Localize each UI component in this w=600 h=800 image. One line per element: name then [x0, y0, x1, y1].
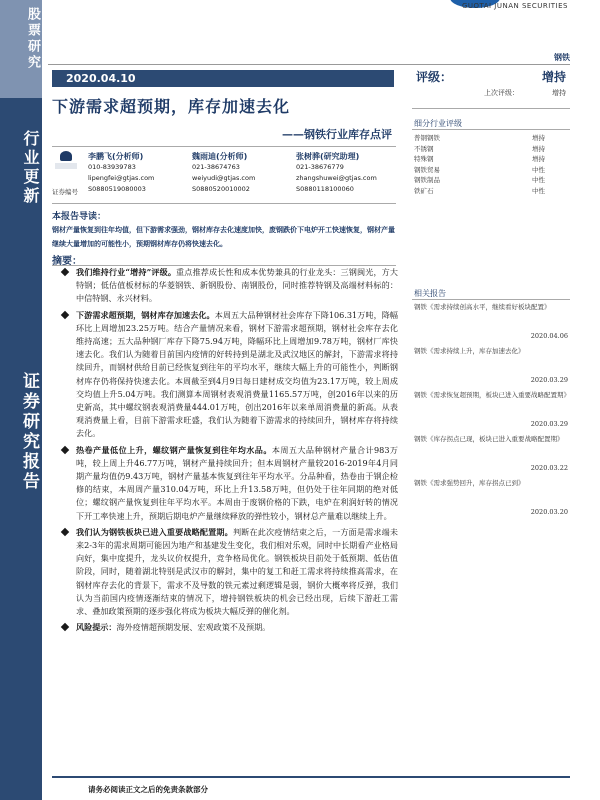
author-phone: 021-38674763 — [192, 163, 240, 171]
related-report-date: 2020.03.20 — [530, 508, 568, 516]
analyst-avatar-base — [55, 163, 77, 169]
author-name: 李鹏飞(分析师) — [88, 152, 144, 161]
rating-value: 增持 — [541, 70, 566, 84]
author-name: 张树骅(研究助理) — [296, 152, 360, 161]
sector-row — [414, 144, 568, 155]
sector-name: 钢铁贸易 — [414, 165, 440, 174]
author-cert: S0880519080003 — [88, 185, 146, 193]
author-name: 魏雨迪(分析师) — [192, 152, 248, 161]
abstract-bullet — [62, 266, 398, 306]
header-divider — [48, 64, 570, 65]
footer-divider — [52, 776, 570, 778]
analyst-avatar-icon — [60, 151, 72, 161]
author-email[interactable]: weiyudi@gtjas.com — [192, 174, 256, 182]
related-report-title[interactable]: 钢铁《需求持续创高水平，继续看好板块配置》 — [414, 303, 551, 311]
report-subtitle: ——钢铁行业库存点评 — [282, 128, 392, 141]
author-card — [296, 151, 377, 195]
rating-divider — [412, 108, 570, 109]
sector-name: 钢铁制品 — [414, 176, 440, 185]
sector-rating: 增持 — [532, 144, 545, 153]
sector-rating: 中性 — [532, 176, 545, 185]
sector-name: 不锈钢 — [414, 144, 434, 153]
bullet-text: 本周五大品种钢材产量合计983万吨，较上周上升46.77万吨，钢材产量持续回升；但本周钢材产量较2016-2019年4月同期产量均值仍9.43万吨，钢材产量基本恢复到往年平均水平。分品种看，热卷由于钢企检修的结束，本周周产量310.04万吨，环比上升13.58万吨，但仍处于往年同期的绝对低位；螺纹钢产量恢复到往年平均水平。本周由于废钢价格的下跌，电炉在利润好转的情况下开工率快速上升，预期后期电炉产量继续释放的弹性较小，钢材总产量难以继续上升。 — [76, 444, 398, 521]
page-header — [42, 0, 600, 62]
bullet-diamond-icon — [61, 445, 69, 453]
bullet-lead: 我们维持行业“增持”评级。 — [76, 267, 177, 277]
author-phone: 021-38676779 — [296, 163, 344, 171]
related-divider — [412, 299, 570, 300]
related-report-item[interactable] — [414, 434, 568, 478]
abstract-bullet — [62, 526, 398, 618]
related-report-item[interactable] — [414, 346, 568, 390]
sector-row — [414, 165, 568, 176]
author-phone: 010-83939783 — [88, 163, 136, 171]
company-logo-text: GUOTAI JUNAN SECURITIES — [461, 2, 568, 10]
rating-label: 评级： — [416, 70, 453, 84]
sector-divider — [412, 129, 570, 130]
related-report-date: 2020.03.29 — [530, 420, 568, 428]
abstract-bullet — [62, 444, 398, 523]
related-report-title[interactable]: 钢铁《库存拐点已现，板块已进入重要战略配置期》 — [414, 435, 564, 443]
sector-rating: 中性 — [532, 186, 545, 195]
author-cert: S0880520010002 — [192, 185, 250, 193]
author-email[interactable]: lipengfei@gtjas.com — [88, 174, 155, 182]
sector-row — [414, 133, 568, 144]
sidebar-label-stock-research: 股票研究 — [25, 7, 40, 71]
bullet-diamond-icon — [61, 623, 69, 631]
sector-row — [414, 175, 568, 186]
related-report-title[interactable]: 钢铁《需求强势回升，库存拐点已到》 — [414, 479, 525, 487]
sector-ratings-title: 细分行业评级 — [414, 119, 462, 128]
previous-rating-value: 增持 — [552, 89, 566, 97]
bullet-text: 本周五大品种钢材社会库存下降106.31万吨，降幅环比上周增加23.25万吨。结合产量情况来看，钢材下游需求超预期，钢材社会库存去化维持高速；五大品种钢厂库存下降75.94万吨，降幅环比上周增加9.78万吨，钢材厂库快速去化。我们认为随着目前国内疫情的好转持到是湖北及武汉地区的解封，下游需求将持续回升，而钢材供给目前已经恢复到往年的平均水平，继续大幅上升的可能性小，判断钢材库存仍将保持快速去化。本周截至到4月9日每日建材成交均值为23.17万吨，较上周成交均值上升5.04万吨。我们测算本周钢材表观消费量1165.57万吨，创2016年以来的历史新高，其中螺纹钢表观消费量444.01万吨，创出2016年以来单周消费量的新高。从表观消费量上看，目前下游需求旺盛，我们认为随着下游需求的持续回升，钢材库存将持续去化。 — [76, 309, 398, 439]
left-sidebar — [0, 0, 42, 800]
author-email[interactable]: zhangshuwei@gtjas.com — [296, 174, 377, 182]
footer-disclaimer: 请务必阅读正文之后的免责条款部分 — [88, 785, 208, 794]
related-report-date: 2020.04.06 — [530, 332, 568, 340]
related-reports-list — [414, 302, 568, 522]
sidebar-label-securities-report: 证券研究报告 — [19, 372, 39, 492]
bullet-diamond-icon — [61, 310, 69, 318]
related-report-item[interactable] — [414, 390, 568, 434]
report-date: 2020.04.10 — [52, 70, 394, 87]
report-title: 下游需求超预期，库存加速去化 — [52, 97, 291, 116]
sector-row — [414, 154, 568, 165]
authors-block — [52, 146, 396, 204]
previous-rating-label: 上次评级： — [484, 89, 519, 97]
sector-rating: 增持 — [532, 134, 545, 142]
abstract-bullets — [62, 266, 398, 637]
guide-title: 本报告导读： — [52, 212, 107, 222]
author-cert: S0880118100060 — [296, 185, 354, 193]
sidebar-label-industry-update: 行业更新 — [21, 130, 40, 206]
bullet-diamond-icon — [61, 528, 69, 536]
related-report-title[interactable]: 钢铁《需求恢复超预期，板块已进入重要战略配置期》 — [414, 391, 570, 399]
related-report-title[interactable]: 钢铁《需求持续上升，库存加速去化》 — [414, 347, 525, 355]
author-card — [88, 151, 154, 195]
sector-rating: 增持 — [532, 155, 545, 164]
sector-name: 普钢钢铁 — [414, 134, 440, 142]
sector-rating: 中性 — [532, 165, 545, 174]
bullet-text: 海外疫情超预期发展、宏观政策不及预期。 — [116, 622, 271, 633]
bullet-lead: 我们认为钢铁板块已进入重要战略配置期。 — [76, 526, 233, 537]
sector-ratings-table — [414, 133, 568, 197]
bullet-lead: 风险提示： — [76, 622, 117, 633]
related-report-date: 2020.03.22 — [530, 464, 568, 472]
bullet-lead: 下游需求超预期，钢材库存加速去化。 — [76, 309, 215, 320]
cert-label: 证券编号 — [52, 188, 78, 196]
bullet-text: 重点推荐成长性和成本优势兼具的行业龙头：三钢闽光，方大特钢；低估值板材标的华菱钢铁、新钢股份、南钢股份，同时推荐特钢及高端材料标的：中信特钢、永兴材料。 — [76, 267, 398, 304]
abstract-bullet — [62, 309, 398, 441]
sector-name: 铁矿石 — [414, 186, 434, 195]
related-reports-title: 相关报告 — [414, 289, 446, 298]
guide-text: 钢材产量恢复到往年均值，但下游需求强劲，钢材库存去化速度加快，废钢跌价下电炉开工快速恢复，钢材产量继续大量增加的可能性小，预期钢材库存仍将快速去化。 — [52, 225, 395, 248]
sector-name: 特殊钢 — [414, 155, 434, 164]
abstract-title: 摘要： — [52, 256, 82, 267]
bullet-text: 判断在此次疫情结束之后，一方面是需求端未来2-3年的需求周期可能因为地产和基建发生变化，我们相对乐观，同时中长期看产业格局向好，集中度提升，龙头议价权提升，竞争格局优化。钢铁板块目前处于低预期、低估值阶段，同时，随着湖北特别是武汉市的解封，集中的复工和赶工需求将持续推高需求，在钢材库存去化的背景下，需求不及导数的铁元素过剩逻辑是弱，钢价大概率将反弹，我们认为当前国内疫情逐渐结束的情况下，增持钢铁板块的机会已经出现，后续下游赶工需求、叠加政策预期的逐步强化将成为板块大幅反弹的催化剂。 — [76, 526, 398, 617]
bullet-diamond-icon — [61, 268, 69, 276]
abstract-bullet — [62, 621, 398, 634]
sector-row — [414, 186, 568, 197]
industry-tag: 钢铁 — [554, 52, 570, 62]
author-card — [192, 151, 255, 195]
bullet-lead: 热卷产量低位上升，螺纹钢产量恢复到往年均水品。 — [76, 444, 272, 455]
related-report-item[interactable] — [414, 302, 568, 346]
related-report-item[interactable] — [414, 478, 568, 522]
related-report-date: 2020.03.29 — [530, 376, 568, 384]
